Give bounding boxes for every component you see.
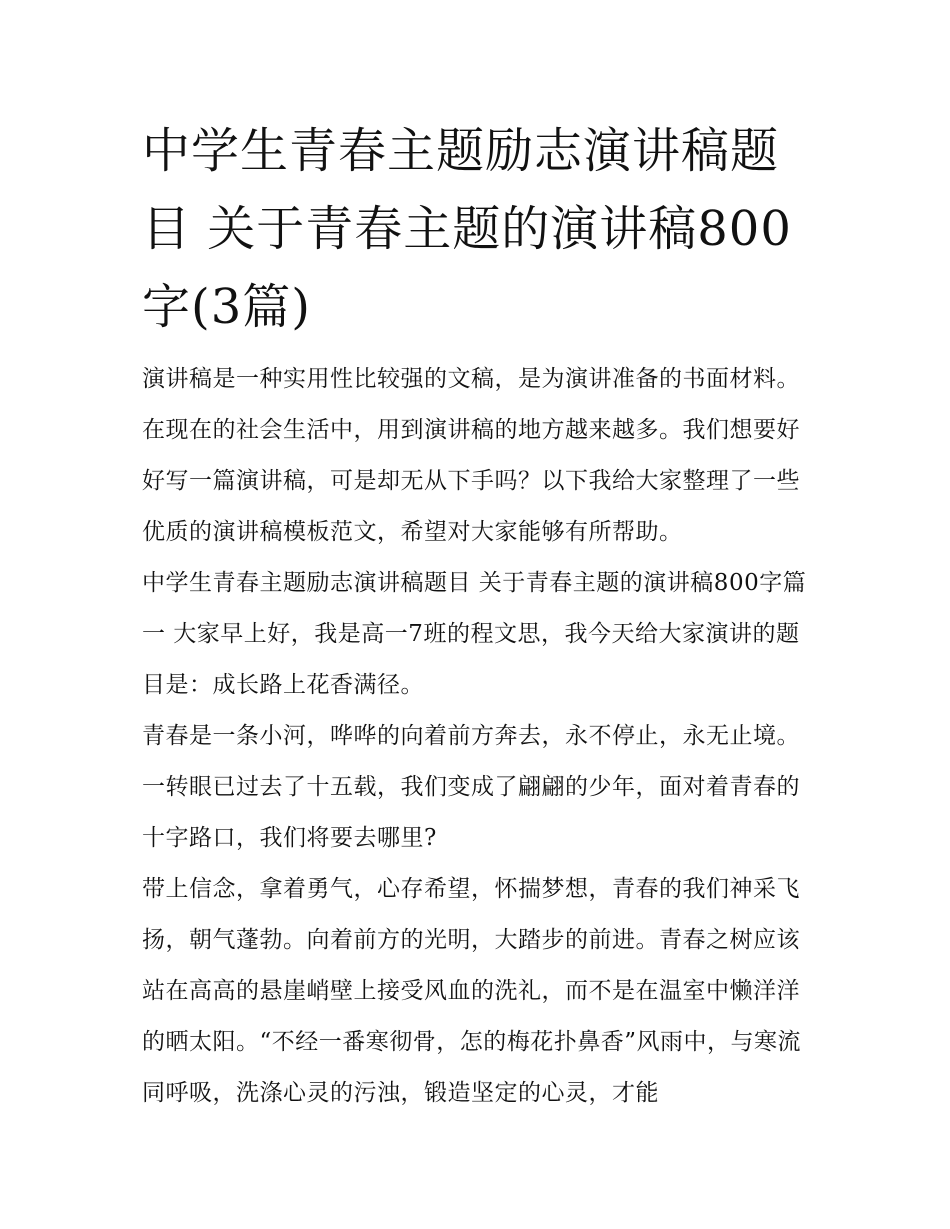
document-body [142, 354, 818, 1119]
paragraph-intro: 演讲稿是一种实用性比较强的文稿，是为演讲准备的书面材料。在现在的社会生活中，用到演讲稿的地方越来越多。我们想要好好写一篇演讲稿，可是却无从下手吗？以下我给大家整理了一些优质的演讲稿模板范文，希望对大家能够有所帮助。 [142, 366, 800, 545]
paragraph-youth-river: 青春是一条小河，哗哗的向着前方奔去，永不停止，永无止境。 一转眼已过去了十五载，我们变成了翩翩的少年，面对着青春的十字路口，我们将要去哪里? [142, 723, 800, 851]
paragraph-speech-opening: 中学生青春主题励志演讲稿题目 关于青春主题的演讲稿800字篇一 大家早上好，我是高一7班的程文思，我今天给大家演讲的题目是：成长路上花香满径。 [142, 570, 807, 698]
document-title: 中学生青春主题励志演讲稿题目 关于青春主题的演讲稿800字(3篇) [142, 123, 792, 335]
paragraph-belief-courage: 带上信念，拿着勇气，心存希望，怀揣梦想，青春的我们神采飞扬，朝气蓬勃。向着前方的光明，大踏步的前进。青春之树应该站在高高的悬崖峭壁上接受风血的洗礼，而不是在温室中懒洋洋的晒太阳。“不经一番寒彻骨，怎的梅花扑鼻香”风雨中，与寒流同呼吸，洗涤心灵的污浊，锻造坚定的心灵，才能 [142, 876, 802, 1106]
